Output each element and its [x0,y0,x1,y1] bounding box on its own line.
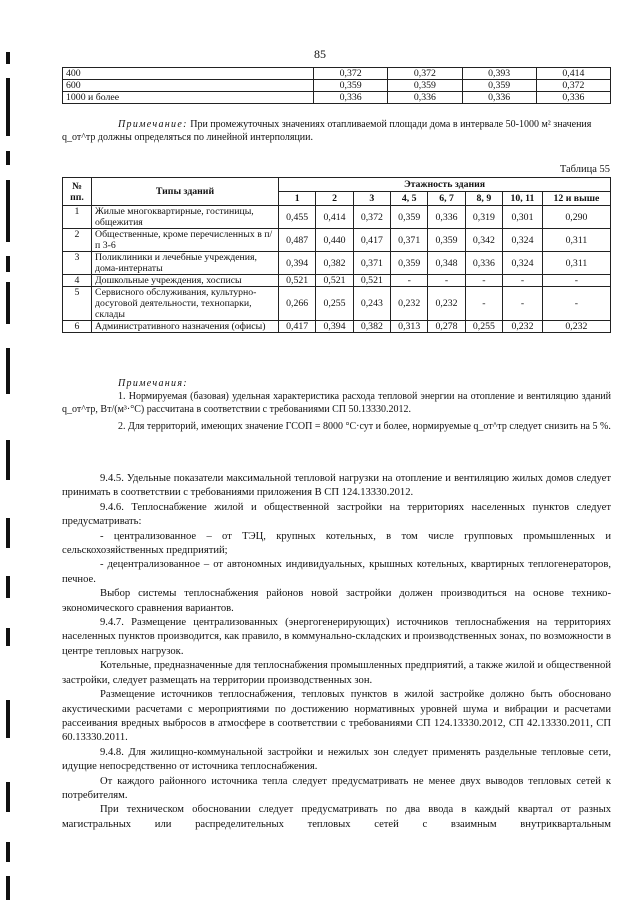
table-cell: 0,266 [279,287,316,321]
paragraph: При техническом обосновании следует предусматривать по два ввода в каждый квартал от разных магистральных или распределительных тепловых сетей с взаимным внутриквартальным [62,804,611,830]
table-cell: 0,487 [279,229,316,252]
table-row [63,68,611,80]
row-number: 4 [63,275,92,287]
table-cell: 400 [63,68,314,80]
table-cell: 0,521 [316,275,353,287]
table-cell: 0,336 [388,92,462,104]
table-cell: - [428,275,465,287]
header-floor-col: 8, 9 [465,192,502,206]
table-row [63,252,611,275]
notes-label: Примечания: [118,378,188,389]
table-cell: 0,324 [503,252,543,275]
table-notes [62,377,611,433]
table-cell: 0,232 [503,321,543,333]
table-cell: 0,319 [465,206,502,229]
table-cell: 0,290 [542,206,610,229]
top-table [62,67,611,104]
table-cell: 0,359 [391,252,428,275]
table-cell: 0,382 [316,252,353,275]
header-floor-col: 4, 5 [391,192,428,206]
row-number: 1 [63,206,92,229]
table-cell: 0,311 [542,229,610,252]
building-type: Поликлиники и лечебные учреждения, дома-интернаты [92,252,279,275]
note-item: 2. Для территорий, имеющих значение ГСОП = 8000 °С·сут и более, нормируемые q_от^тр следует снизить на 5 %. [118,421,611,432]
table-row [63,229,611,252]
table-cell: 0,359 [388,80,462,92]
header-floor-col: 2 [316,192,353,206]
binding-mark [6,876,10,900]
table-cell: 0,336 [314,92,388,104]
table-row [63,321,611,333]
binding-mark [6,78,10,136]
header-floor-col: 1 [279,192,316,206]
paragraph: - централизованное – от ТЭЦ, крупных котельных, в том числе групповых промышленных и сельскохозяйственных предприятий; [62,530,611,557]
table-cell: 0,359 [428,229,465,252]
header-floor-col: 6, 7 [428,192,465,206]
table-cell: 0,521 [353,275,390,287]
table-cell: 0,255 [465,321,502,333]
note-interpolation [62,118,611,144]
paragraph: 9.4.6. Теплоснабжение жилой и общественной застройки на территориях населенных пунктов следует предусматривать: [62,501,611,528]
table-row [63,92,611,104]
row-number: 3 [63,252,92,275]
page-number: 85 [314,47,326,61]
table-cell: 0,440 [316,229,353,252]
paragraph: 9.4.5. Удельные показатели максимальной тепловой нагрузки на отопление и вентиляцию жилых домов следует принимать в соответствии с требованиями приложения В СП 124.13330.2012. [62,473,611,499]
binding-mark [6,782,10,812]
table-cell: 0,232 [428,287,465,321]
table-cell: - [503,287,543,321]
building-type: Общественные, кроме перечисленных в п/п 3-6 [92,229,279,252]
table-cell: - [542,287,610,321]
table-caption: Таблица 55 [559,164,610,175]
building-types-table [62,177,611,333]
binding-mark [6,180,10,242]
table-cell: 0,278 [428,321,465,333]
paragraph: - децентрализованное – от автономных индивидуальных, крышных котельных, квартирных теплогенераторов, печное. [62,559,611,585]
table-row [63,287,611,321]
table-cell: 0,311 [542,252,610,275]
table-cell: 0,417 [353,229,390,252]
table-cell: 0,324 [503,229,543,252]
paragraph: 9.4.7. Размещение централизованных (энергогенерирующих) источников теплоснабжения на территориях населенных пунктов производится, как правило, в коммунально-складских и производственных зонах, по возможности в центре тепловых нагрузок. [62,617,611,657]
table-cell: 0,336 [462,92,536,104]
table-row [63,275,611,287]
table-cell: 0,342 [465,229,502,252]
table-cell: 0,301 [503,206,543,229]
note-item: 1. Нормируемая (базовая) удельная характеристика расхода тепловой энергии на отопление и вентиляцию зданий q_от^тр, Вт/(м³·°С) рассчитана в соответствии с требованиями СП 50.13330.2012. [62,391,611,415]
table-cell: 0,455 [279,206,316,229]
table-cell: - [465,287,502,321]
binding-mark [6,282,10,324]
table-cell: 1000 и более [63,92,314,104]
table-cell: 0,336 [428,206,465,229]
paragraph: Выбор системы теплоснабжения районов новой застройки должен производиться на основе технико-экономического сравнения вариантов. [62,588,611,614]
note-label: Примечание: [118,119,188,130]
table-cell: 0,394 [279,252,316,275]
binding-mark [6,348,10,394]
table-cell: 0,255 [316,287,353,321]
table-cell: 0,372 [388,68,462,80]
table-cell: 0,414 [316,206,353,229]
header-number: № пп. [63,178,92,206]
table-cell: 0,232 [391,287,428,321]
table-cell: 0,372 [536,80,610,92]
building-type: Жилые многоквартирные, гостиницы, общежития [92,206,279,229]
header-floor-col: 3 [353,192,390,206]
table-cell: 0,336 [465,252,502,275]
row-number: 5 [63,287,92,321]
header-building-type: Типы зданий [92,178,279,206]
binding-mark [6,518,10,548]
table-cell: 0,336 [536,92,610,104]
table-cell: 0,372 [314,68,388,80]
note-text: При промежуточных значениях отапливаемой площади дома в интервале 50-1000 м² значения q_от^тр должны определяться по линейной интерполяции. [62,119,592,143]
table-cell: 0,394 [316,321,353,333]
paragraph: От каждого районного источника тепла следует предусматривать не менее двух выводов тепловых сетей к потребителям. [62,775,611,801]
table-row [63,206,611,229]
table-cell: 0,243 [353,287,390,321]
table-cell: - [503,275,543,287]
table-cell: 0,393 [462,68,536,80]
header-floors: Этажность здания [279,178,611,192]
row-number: 6 [63,321,92,333]
table-cell: 0,359 [462,80,536,92]
row-number: 2 [63,229,92,252]
table-cell: - [391,275,428,287]
table-cell: 0,232 [542,321,610,333]
binding-mark [6,576,10,598]
building-type: Сервисного обслуживания, культурно-досуговой деятельности, технопарки, склады [92,287,279,321]
binding-mark [6,440,10,480]
header-floor-col: 10, 11 [503,192,543,206]
table-cell: 0,414 [536,68,610,80]
table-cell: - [542,275,610,287]
header-floor-col: 12 и выше [542,192,610,206]
binding-mark [6,256,10,272]
table-cell: 0,313 [391,321,428,333]
table-cell: - [465,275,502,287]
table-row [63,80,611,92]
paragraph: Котельные, предназначенные для теплоснабжения промышленных предприятий, а также жилой и общественной застройки, следует размещать на территории производственных зон. [62,660,611,686]
building-type: Дошкольные учреждения, хосписы [92,275,279,287]
table-cell: 0,372 [353,206,390,229]
table-cell: 0,348 [428,252,465,275]
binding-mark [6,842,10,862]
paragraph: 9.4.8. Для жилищно-коммунальной застройки и нежилых зон следует применять раздельные тепловые сети, идущие непосредственно от источника теплоснабжения. [62,746,611,773]
table-cell: 0,359 [391,206,428,229]
table-cell: 0,521 [279,275,316,287]
body-text [62,472,611,832]
building-type: Административного назначения (офисы) [92,321,279,333]
table-cell: 0,371 [353,252,390,275]
table-cell: 600 [63,80,314,92]
table-cell: 0,382 [353,321,390,333]
table-cell: 0,359 [314,80,388,92]
table-cell: 0,417 [279,321,316,333]
table-cell: 0,371 [391,229,428,252]
paragraph: Размещение источников теплоснабжения, тепловых пунктов в жилой застройке должно быть обосновано акустическими расчетами с мероприятиями по достижению нормативных уровней шума и вибрации и расчетами рассеивания вредных выбросов в атмосфере в соответствии с требованиями СП 124.13330.2012, СП 42.13330.2011, СП 60.13330.2011. [62,689,611,744]
binding-mark [6,151,10,165]
binding-mark [6,700,10,738]
binding-mark [6,628,10,646]
